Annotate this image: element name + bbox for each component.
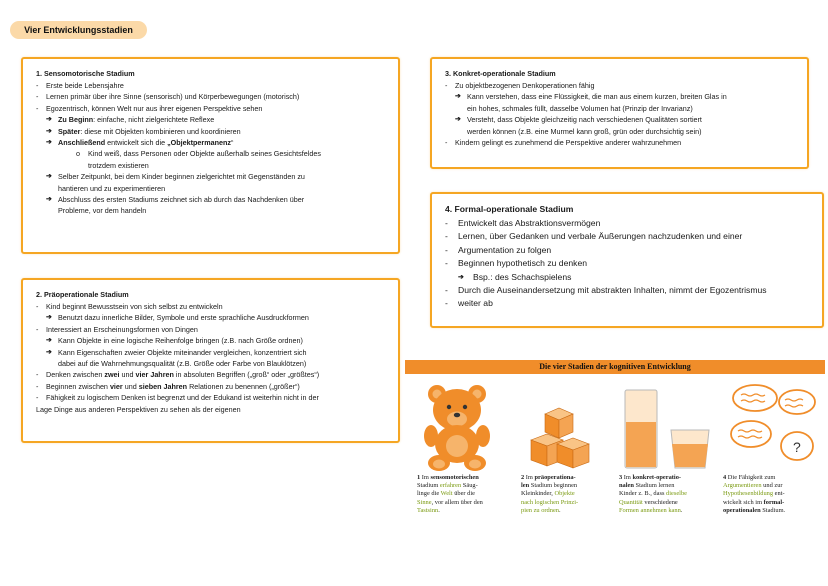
list-item: ➔ Kann verstehen, dass eine Flüssigkeit, die man aus einem kurzen, breiten Glas in — [455, 92, 727, 102]
list-item: - Lernen, über Gedanken und verbale Äußerungen nachzudenken und einer — [445, 230, 810, 243]
list-item: - Entwickelt das Abstraktionsvermögen — [445, 217, 810, 230]
arrow-icon: ➔ — [46, 337, 52, 345]
teddy-bear-icon — [419, 380, 499, 472]
arrow-icon: ➔ — [458, 273, 464, 281]
infographic-title: Die vier Stadien der kognitiven Entwicklung — [405, 360, 825, 374]
list-item: - Beginnen zwischen vier und sieben Jahren Relationen zu benennen („größer“) — [36, 381, 386, 392]
list-item: Lage Dinge aus anderen Perspektiven zu sehen als der eigenen — [36, 404, 241, 414]
stage-2-heading: 2. Präoperationale Stadium — [36, 290, 129, 299]
arrow-icon: ➔ — [46, 173, 52, 181]
list-item: - Zu objektbezogenen Denkoperationen fähig — [445, 80, 795, 91]
list-item: - Egozentrisch, können Welt nur aus ihrer eigenen Perspektive sehen — [36, 103, 386, 114]
list-item: ➔ Kann Eigenschaften zweier Objekte miteinander vergleichen, konzentriert sich — [46, 347, 307, 357]
list-item: - Lernen primär über ihre Sinne (sensorisch) und Körperbewegungen (motorisch) — [36, 91, 386, 102]
list-item: - Kind beginnt Bewusstsein von sich selbst zu entwickeln — [36, 301, 386, 312]
stage-4-heading: 4. Formal-operationale Stadium — [445, 204, 574, 214]
list-item: ➔ Anschließend entwickelt sich die „Objektpermanenz“ — [46, 138, 234, 148]
page-title: Vier Entwicklungsstadien — [10, 21, 147, 39]
stage-1-heading: 1. Sensomotorische Stadium — [36, 69, 135, 78]
list-item: - Interessiert an Erscheinungsformen von Dingen — [36, 324, 386, 335]
list-item: - weiter ab — [445, 297, 810, 310]
list-item: - Argumentation zu folgen — [445, 244, 810, 257]
stage-3-heading: 3. Konkret-operationale Stadium — [445, 69, 556, 78]
glasses-icon — [619, 386, 715, 472]
list-item: - Beginnen hypothetisch zu denken — [445, 257, 810, 270]
arrow-icon: ➔ — [46, 116, 52, 124]
arrow-icon: ➔ — [46, 196, 52, 204]
caption-3: 3 Im konkret-operatio- nalen Stadium lernen Kinder z. B., dass dieselbe Quantität verschiedene Formen annehmen kann. — [619, 474, 687, 514]
list-item: o Kind weiß, dass Personen oder Objekte außerhalb seines Gesichtsfeldes — [76, 149, 321, 159]
stage-4-box — [430, 192, 824, 328]
list-item: - Fähigkeit zu logischem Denken ist begrenzt und der Edukand ist weiterhin nicht in der — [36, 392, 386, 403]
caption-4: 4 Die Fähigkeit zum Argumentieren und zur Hypothesenbildung ent- wickelt sich im formal- operationalen Stadium. — [723, 474, 786, 514]
stage-1-box — [21, 57, 400, 254]
list-item: ein hohes, schmales füllt, dasselbe Volumen hat (Prinzip der Invarianz) — [467, 103, 693, 113]
arrow-icon: ➔ — [46, 127, 52, 135]
list-item: ➔ Kann Objekte in eine logische Reihenfolge bringen (z.B. nach Größe ordnen) — [46, 336, 303, 346]
caption-2: 2 Im präoperationa- len Stadium beginnen Kleinkinder, Objekte nach logischen Prinzi- pien zu ordnen. — [521, 474, 579, 514]
list-item: - Denken zwischen zwei und vier Jahren in absoluten Begriffen („groß“ oder „größtes“) — [36, 369, 386, 380]
building-blocks-icon — [523, 400, 603, 470]
arrow-icon: ➔ — [46, 314, 52, 322]
list-item: ➔ Bsp.: des Schachspielens — [445, 271, 810, 284]
list-item: - Kindern gelingt es zunehmend die Perspektive anderer wahrzunehmen — [445, 137, 795, 148]
list-item: ➔ Selber Zeitpunkt, bei dem Kinder beginnen zielgerichtet mit Gegenständen zu — [46, 172, 305, 182]
list-item: Probleme, vor dem handeln — [58, 206, 147, 216]
list-item: ➔ Versteht, dass Objekte gleichzeitig nach verschiedenen Qualitäten sortiert — [455, 115, 702, 125]
list-item: hantieren und zu experimentieren — [58, 183, 166, 193]
arrow-icon: ➔ — [455, 116, 461, 124]
arrow-icon: ➔ — [46, 348, 52, 356]
bullet-icon: o — [76, 149, 80, 159]
list-item: ➔ Zu Beginn: einfache, nicht zielgerichtete Reflexe — [46, 115, 215, 125]
speech-bubbles-icon — [725, 380, 821, 472]
infographic — [405, 360, 825, 530]
list-item: ➔ Später: diese mit Objekten kombinieren und koordinieren — [46, 126, 241, 136]
stage-3-box — [430, 57, 809, 169]
list-item: - Durch die Auseinandersetzung mit abstrakten Inhalten, nimmt der Egozentrismus — [445, 284, 810, 297]
stage-2-box — [21, 278, 400, 443]
list-item: ➔ Abschluss des ersten Stadiums zeichnet sich ab durch das Nachdenken über — [46, 195, 305, 205]
list-item: trotzdem existieren — [88, 160, 149, 170]
arrow-icon: ➔ — [455, 93, 461, 101]
list-item: ➔ Benutzt dazu innerliche Bilder, Symbole und erste sprachliche Ausdruckformen — [46, 313, 309, 323]
arrow-icon: ➔ — [46, 139, 52, 147]
caption-1: 1 Im sensomotorischen Stadium erfahren Säug- linge die Welt über die Sinne, vor allem über den Tastsinn. — [417, 474, 483, 514]
list-item: dabei auf die Wahrnehmungsqualität (z.B. Größe oder Farbe von Blauklötzen) — [58, 359, 307, 369]
list-item: werden können (z.B. eine Murmel kann groß, grün oder durchsichtig sein) — [467, 126, 702, 136]
list-item: - Erste beide Lebensjahre — [36, 80, 386, 91]
question-mark-text: ? — [793, 439, 801, 455]
